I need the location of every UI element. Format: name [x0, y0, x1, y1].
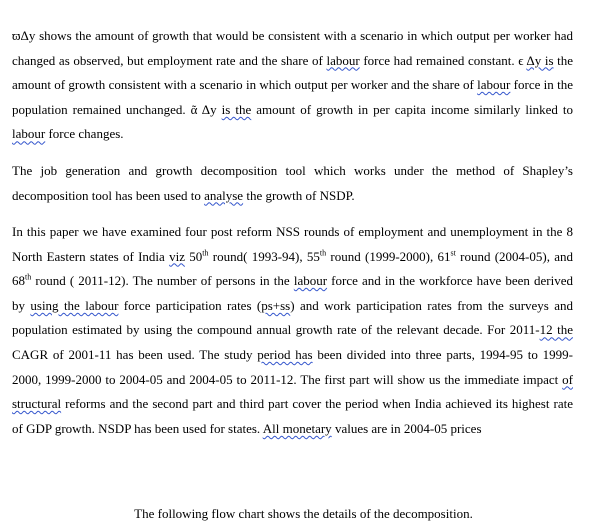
ordinal-suffix: th — [25, 272, 32, 282]
paragraph-decomposition-tool — [12, 159, 573, 208]
flagged-word: using the labour — [30, 297, 119, 313]
text-run: ϖΔy shows the amount of growth that would be consistent with a scenario in which output per worker had changed as observed, but employment rate and the share of — [12, 28, 573, 68]
flagged-word: ps+ss — [261, 297, 291, 313]
ordinal-suffix: th — [202, 248, 209, 258]
text-run: round (2004-05), and 68 — [12, 248, 574, 289]
text-run: the amount of growth consistent with a scenario in which output per worker and the share of — [12, 52, 574, 93]
text-run: the growth of NSDP. — [243, 187, 355, 203]
flagged-word: labour — [326, 52, 360, 68]
flagged-word: labour — [477, 77, 511, 93]
text-run: round ( 2011-12). The number of persons in the — [31, 273, 294, 289]
paragraph-methodology — [12, 220, 573, 441]
text-run: force participation rates ( — [118, 297, 262, 313]
flagged-word: Δy is — [526, 52, 554, 68]
text-run: force had remained constant. ϵ — [359, 52, 527, 68]
flagged-word: of structural — [12, 371, 573, 412]
text-run: round( 1993-94), 55 — [208, 248, 320, 264]
flagged-word: labour — [12, 126, 46, 142]
flagged-word: 12 the — [539, 322, 573, 338]
text-run: force in the population remained unchanged. ᾶ Δy — [12, 77, 573, 117]
flagged-word: labour — [293, 273, 328, 289]
text-run: CAGR of 2001-11 has been used. The study — [12, 346, 258, 362]
ordinal-suffix: th — [319, 248, 327, 258]
ordinal-suffix: st — [450, 248, 456, 258]
text-run: The job generation and growth decomposition tool which works under the method of Shapley’s decomposition tool has been used to — [12, 163, 573, 203]
text-run: 50 — [184, 248, 203, 264]
flagged-word: period has — [257, 346, 313, 362]
text-run: In this paper we have examined four post reform NSS rounds of employment and unemployment in the 8 North Eastern states of India — [12, 224, 573, 264]
text-run: reforms and the second part and third part cover the period when India achieved its highest rate of GDP growth. NSDP has been used for states. — [12, 396, 573, 436]
text-run: round (1999-2000), 61 — [326, 248, 451, 264]
paragraph-growth-components — [12, 24, 573, 147]
text-run: ) and work participation rates from the surveys and population estimated by using the compound annual growth rate of the relevant decade. For 2011- — [12, 297, 574, 338]
flagged-word: All monetary — [262, 420, 332, 436]
text-run: amount of growth in per capita income similarly linked to — [251, 101, 574, 117]
flagged-word: viz — [169, 248, 185, 264]
text-run: force changes. — [45, 126, 124, 142]
flow-chart-caption: The following flow chart shows the details of the decomposition. — [134, 506, 473, 521]
flagged-word: analyse — [204, 187, 244, 203]
text-run: values are in 2004-05 prices — [331, 420, 482, 436]
text-run: been divided into three parts, 1994-95 to 1999-2000, 1999-2000 to 2004-05 and 2004-05 to 2011-12. The first part will show us the immediate impact — [12, 346, 574, 387]
text-run: force and in the workforce have been derived by — [12, 273, 573, 313]
flagged-word: is the — [221, 101, 252, 117]
